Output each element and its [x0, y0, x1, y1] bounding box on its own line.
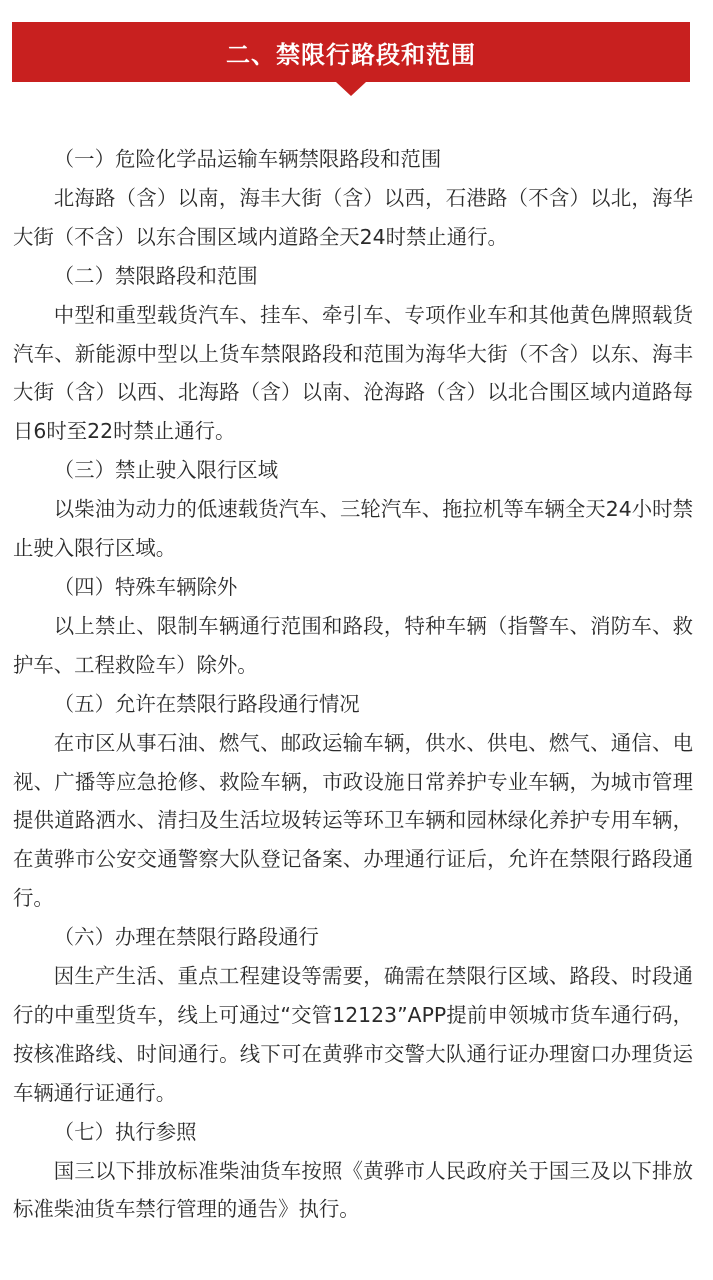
section-body-6: 因生产生活、重点工程建设等需要，确需在禁限行区域、路段、时段通行的中重型货车，线上可通过“交管12123”APP提前申领城市货车通行码，按核准路线、时间通行。线下可在黄骅市交警大队通行证办理窗口办理货运车辆通行证通行。 — [13, 964, 693, 1105]
section-heading-2: （二）禁限路段和范围 — [53, 263, 258, 288]
section-heading-5: （五）允许在禁限行路段通行情况 — [53, 691, 360, 716]
section-body-4: 以上禁止、限制车辆通行范围和路段，特种车辆（指警车、消防车、救护车、工程救险车）除外。 — [13, 613, 693, 677]
section-body-3: 以柴油为动力的低速载货汽车、三轮汽车、拖拉机等车辆全天24小时禁止驶入限行区域。 — [13, 497, 693, 561]
section-body-1: 北海路（含）以南，海丰大街（含）以西，石港路（不含）以北，海华大街（不含）以东合围区域内道路全天24时禁止通行。 — [13, 185, 693, 249]
section-body-5: 在市区从事石油、燃气、邮政运输车辆，供水、供电、燃气、通信、电视、广播等应急抢修、救险车辆，市政设施日常养护专业车辆，为城市管理提供道路洒水、清扫及生活垃圾转运等环卫车辆和园林绿化养护专用车辆，在黄骅市公安交通警察大队登记备案、办理通行证后，允许在禁限行路段通行。 — [13, 730, 693, 911]
section-heading-3: （三）禁止驶入限行区域 — [53, 458, 279, 483]
article-body — [13, 140, 693, 1229]
section-heading-7: （七）执行参照 — [53, 1119, 197, 1144]
banner-title: 二、禁限行路段和范围 — [226, 39, 476, 69]
section-body-7: 国三以下排放标准柴油货车按照《黄骅市人民政府关于国三及以下排放标准柴油货车禁行管理的通告》执行。 — [13, 1158, 693, 1222]
section-heading-6: （六）办理在禁限行路段通行 — [53, 925, 319, 950]
section-heading-1: （一）危险化学品运输车辆禁限路段和范围 — [53, 147, 442, 171]
section-heading-4: （四）特殊车辆除外 — [53, 574, 238, 599]
section-body-2: 中型和重型载货汽车、挂车、牵引车、专项作业车和其他黄色牌照载货汽车、新能源中型以上货车禁限路段和范围为海华大街（不含）以东、海丰大街（含）以西、北海路（含）以南、沧海路（含）以北合围区域内道路每日6时至22时禁止通行。 — [13, 302, 693, 444]
section-banner — [12, 22, 690, 82]
banner-notch — [336, 82, 366, 96]
